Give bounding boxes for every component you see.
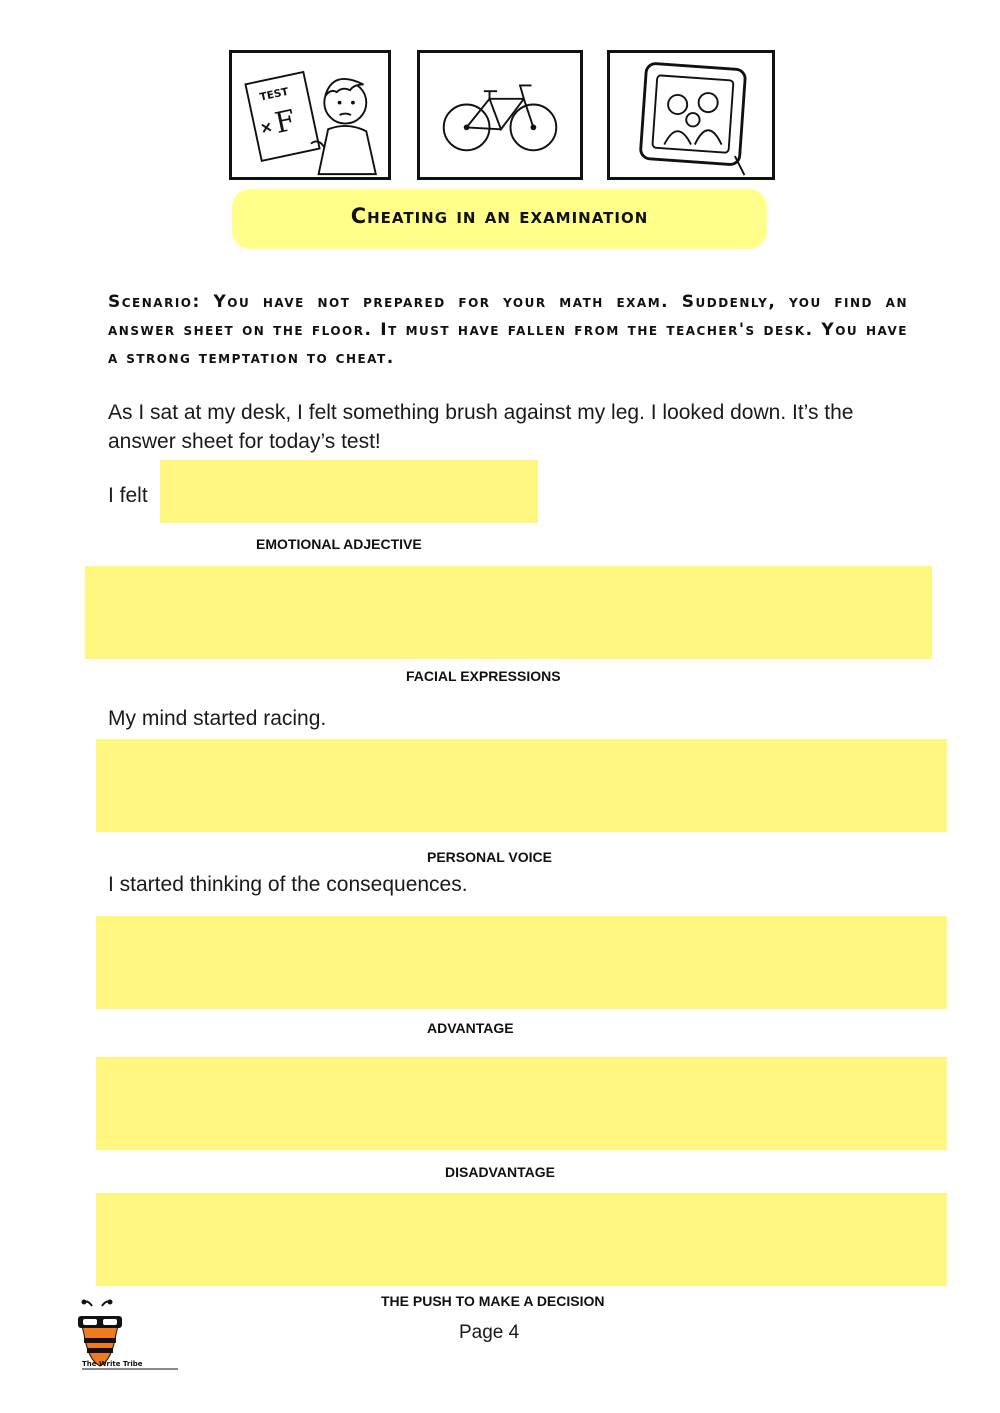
failed-test-image — [229, 50, 391, 180]
decision-caption: THE PUSH TO MAKE A DECISION — [381, 1293, 605, 1309]
emotional-adjective-field[interactable] — [160, 460, 538, 523]
felt-label: I felt — [108, 484, 148, 507]
test-grade: F — [271, 102, 299, 140]
bicycle-image — [417, 50, 583, 180]
disadvantage-field[interactable] — [96, 1057, 947, 1150]
intro-paragraph: As I sat at my desk, I felt something brush against my leg. I looked down. It’s the answer sheet for today’s test! — [108, 401, 854, 453]
advantage-caption: ADVANTAGE — [427, 1020, 514, 1036]
advantage-field[interactable] — [96, 916, 947, 1009]
scenario-text: Scenario: You have not prepared for your math exam. Suddenly, you find an answer sheet on the floor. It must have fallen from the teacher's desk. You have a strong temptation to cheat. — [108, 292, 908, 368]
personal-voice-field[interactable] — [96, 739, 947, 832]
failed-test-boy-icon — [232, 53, 388, 177]
page-title: Cheating in an examination — [350, 204, 649, 228]
test-paper-label: TEST — [258, 85, 290, 104]
logo-text: The Write Tribe — [82, 1360, 143, 1368]
write-tribe-logo — [74, 1298, 184, 1372]
disadvantage-caption: DISADVANTAGE — [445, 1164, 555, 1180]
personal-voice-caption: PERSONAL VOICE — [427, 849, 552, 865]
title-banner — [232, 189, 767, 249]
decision-field[interactable] — [96, 1193, 947, 1286]
bicycle-icon — [420, 53, 580, 177]
family-photo-image — [607, 50, 775, 180]
bee-logo-icon — [74, 1298, 184, 1372]
facial-expressions-field[interactable] — [85, 566, 932, 659]
page-number: Page 4 — [459, 1322, 520, 1343]
consequences-text: I started thinking of the consequences. — [108, 873, 468, 896]
emotional-adjective-caption: EMOTIONAL ADJECTIVE — [256, 536, 422, 552]
photo-frame-icon — [610, 53, 772, 177]
facial-expressions-caption: FACIAL EXPRESSIONS — [406, 668, 561, 684]
mind-racing-text: My mind started racing. — [108, 707, 327, 730]
